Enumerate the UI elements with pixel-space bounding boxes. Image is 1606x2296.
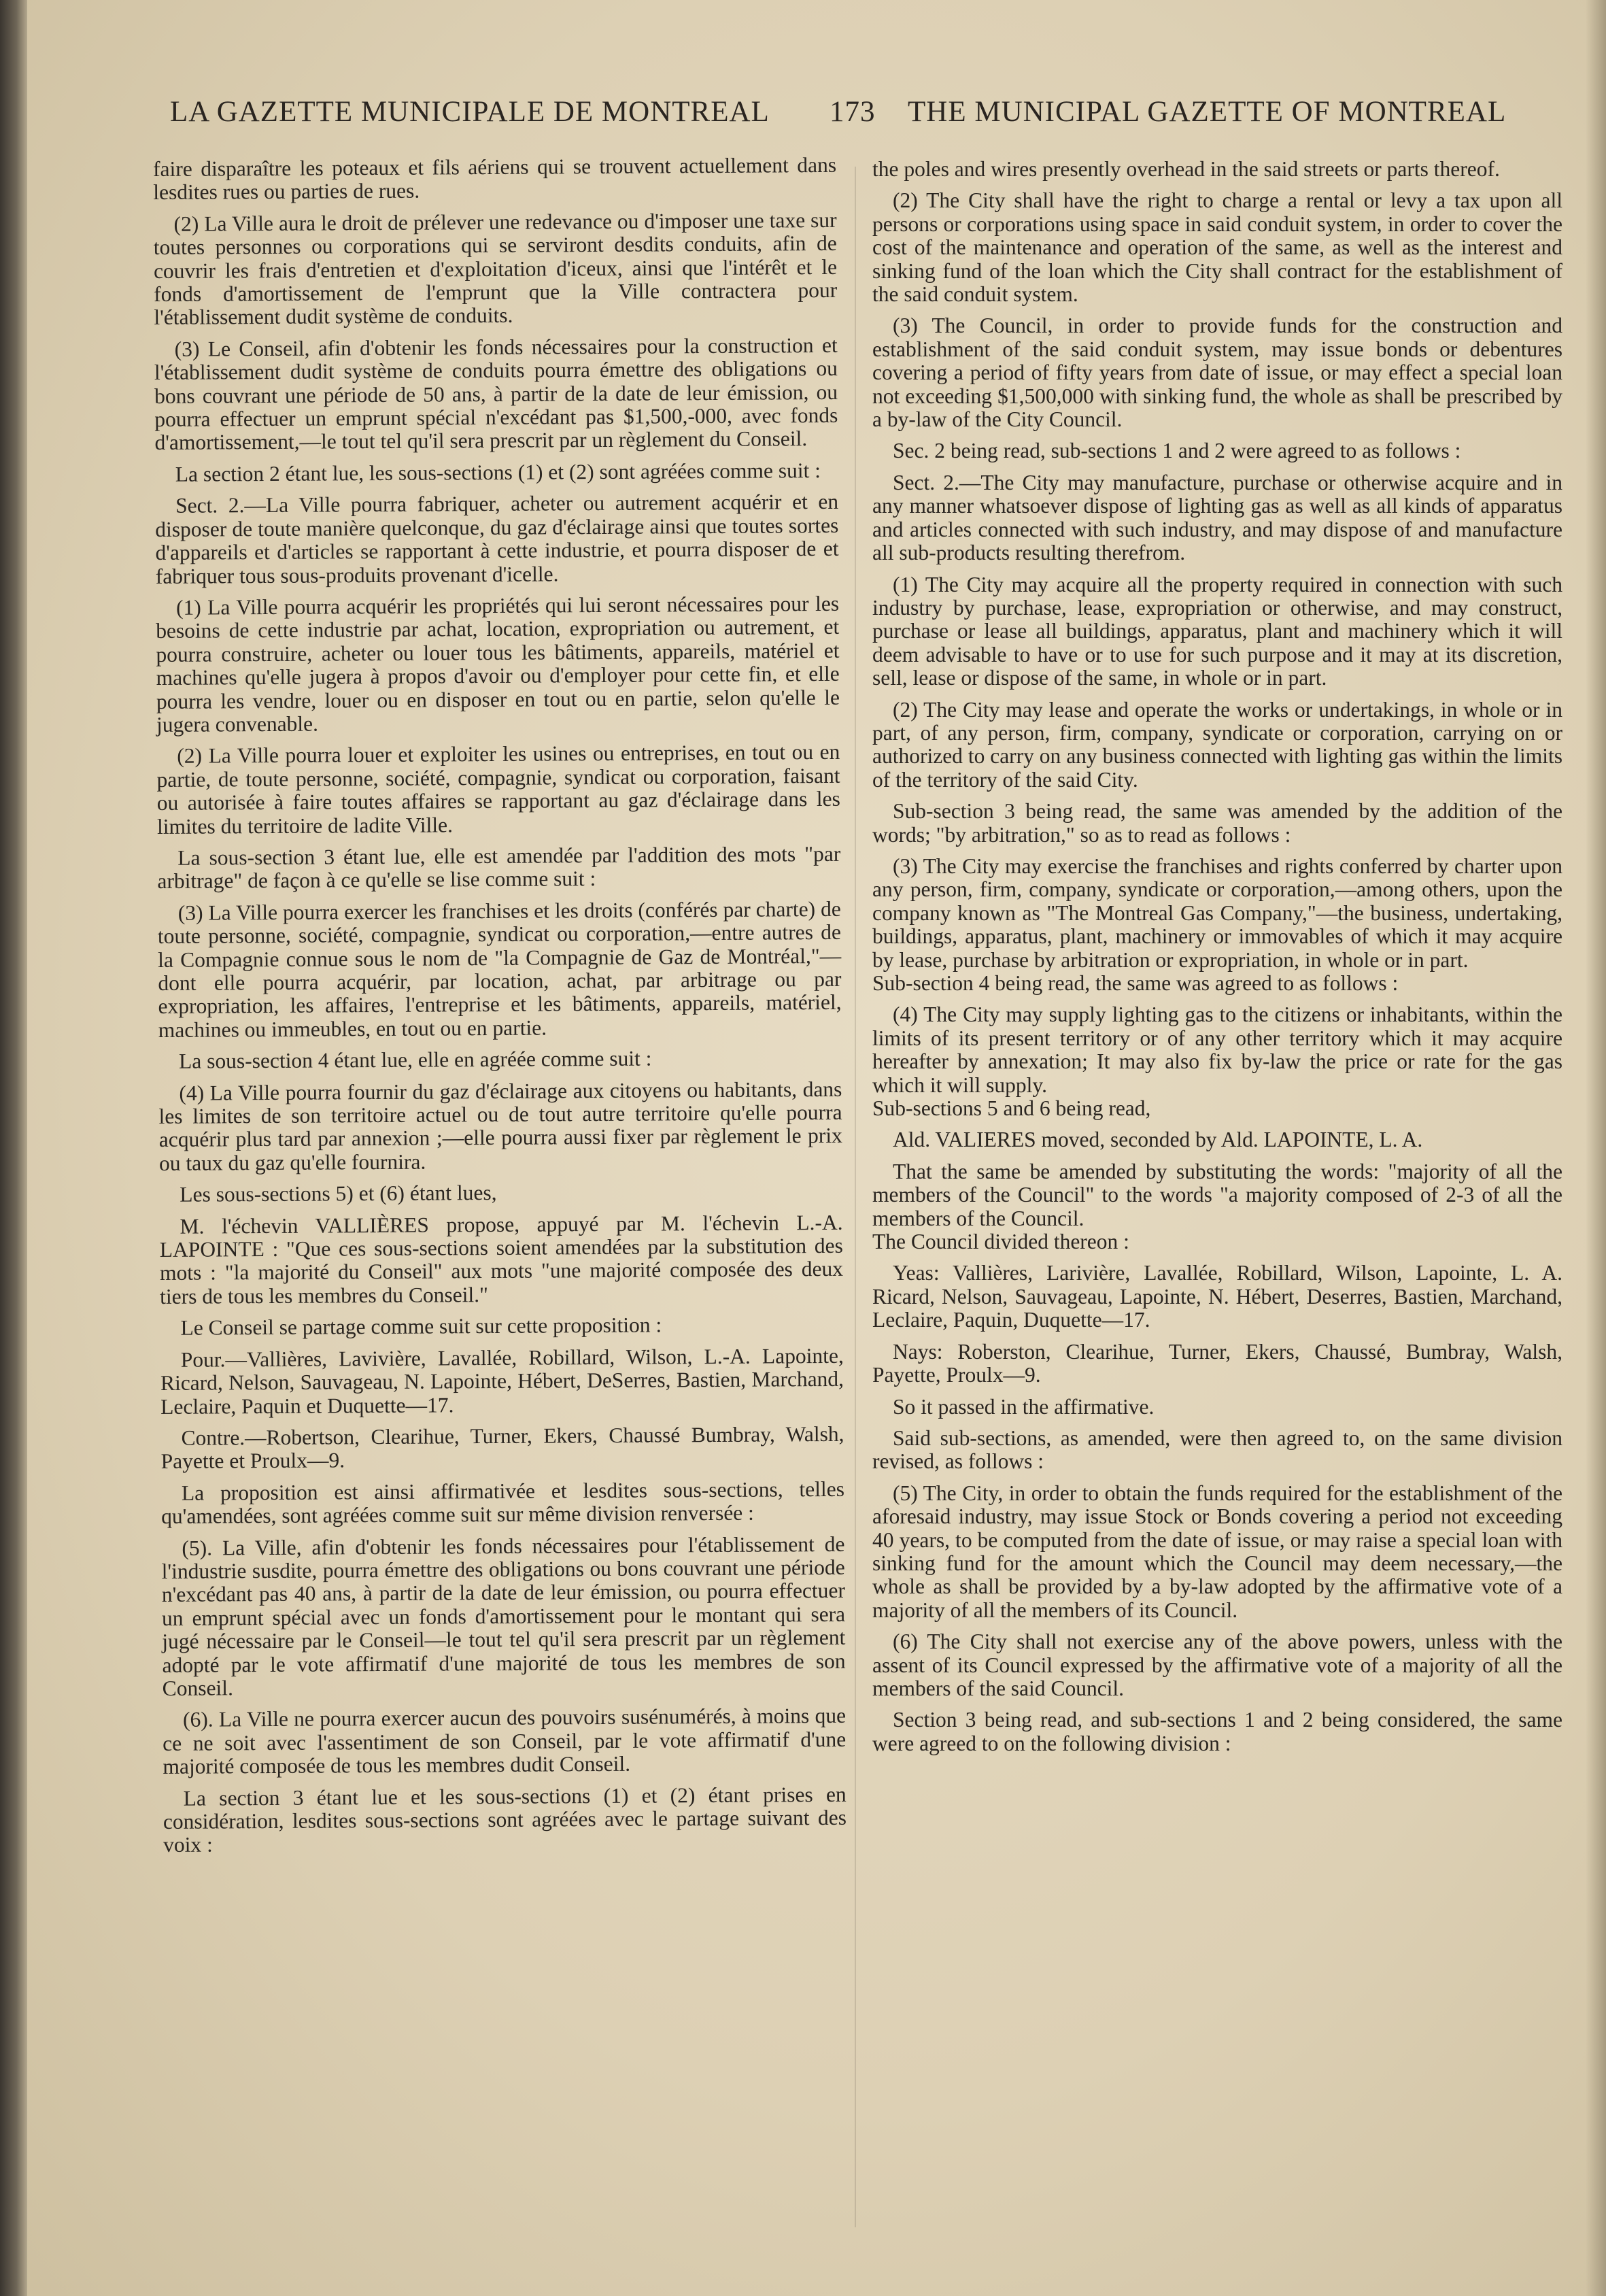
header-french-title: LA GAZETTE MUNICIPALE DE MONTREAL [170, 96, 770, 128]
french-paragraph: (6). La Ville ne pourra exercer aucun des pouvoirs susénumérés, à moins que ce ne soit avec l'assentiment de son Conseil, par le vote affirmatif d'une majorité composée de tous les membres dudit Conseil. [163, 1704, 847, 1779]
english-paragraph: Ald. VALIERES moved, seconded by Ald. LAPOINTE, L. A. [893, 1128, 1423, 1152]
english-paragraph: (4) The City may supply lighting gas to the citizens or inhabitants, within the limits of its present territory or of any other territory which it may acquire hereafter by annexation; It may also fix by-law the price or rate for the gas which it will supply. Sub-sections 5 and 6 being read, [872, 1002, 1562, 1121]
french-paragraph: (5). La Ville, afin d'obtenir les fonds nécessaires pour l'établissement de l'industrie susdite, pourra émettre des obligations ou bons couvrant une période n'excédant pas 40 ans, à partir de la date de leur émission, ou pourra effectuer un emprunt spécial avec un fonds d'amortissement pour le montant qui sera jugé nécessaire par le Conseil—le tout tel qu'il sera prescrit par un règlement adopté par le vote affirmatif d'une majorité de tous les membres de son Conseil. [161, 1532, 846, 1700]
french-paragraph: (3) Le Conseil, afin d'obtenir les fonds nécessaires pour la construction et l'établissement dudit système de conduits pourra émettre des obligations ou bons couvrant une période de 50 ans, à partir de la date de leur émission, ou pourra effectuer un emprunt spécial n'excédant pas $1,500,-000, avec fonds d'amortissement,—le tout tel qu'il sera prescrit par un règlement du Conseil. [154, 333, 838, 455]
english-paragraph: (1) The City may acquire all the property required in connection with such industry by purchase, lease, expropriation or otherwise, and may construct, purchase or lease all buildings, apparatus, plant and machinery which it will deem advisable to have or to use for such purpose and it may at its discretion, sell, lease or dispose of the same, in whole or in part. [872, 572, 1562, 690]
english-paragraph: Section 3 being read, and sub-sections 1 and 2 being considered, the same were agreed to on the following division : [872, 1708, 1562, 1755]
english-column [872, 158, 1562, 2266]
french-column [153, 154, 849, 2266]
french-paragraph: M. l'échevin VALLIÈRES propose, appuyé par M. l'échevin L.-A. LAPOINTE : "Que ces sous-sections soient amendées par la substitution des mots : "la majorité du Conseil" aux mots "une majorité composée des deux tiers de tous les membres du Conseil." [159, 1210, 844, 1309]
english-paragraph: (2) The City may lease and operate the works or undertakings, in whole or in part, of any person, firm, company, syndicate or corporation, carrying on or authorized to carry on any business connected with lighting gas within the limits of the territory of the said City. [872, 697, 1562, 792]
english-paragraph: (2) The City shall have the right to charge a rental or levy a tax upon all persons or corporations using space in said conduit system, in order to cover the cost of the maintenance and operation of the same, as well as the interest and sinking fund of the loan which the City shall contract for the establishment of the said conduit system. [872, 188, 1562, 307]
english-vote-nays: Nays: Roberston, Clearihue, Turner, Ekers, Chaussé, Bumbray, Walsh, Payette, Proulx—9. [872, 1339, 1562, 1387]
french-paragraph: La proposition est ainsi affirmativée et lesdites sous-sections, telles qu'amendées, sont agréées comme suit sur même division renversée : [161, 1476, 845, 1529]
english-paragraph: (3) The City may exercise the franchises and rights conferred by charter upon any person, firm, company, syndicate or corporation,—among others, upon the company known as "The Montreal Gas Company,"—the business, undertaking, buildings, apparatus, plant, machinery or immovables of which it may acquire by lease, purchase by arbitration or expropriation, in whole or in part. Sub-section 4 being read, the same was agreed to as follows : [872, 854, 1562, 995]
french-paragraph: Sect. 2.—La Ville pourra fabriquer, acheter ou autrement acquérir et en disposer de toute manière quelconque, du gaz d'éclairage ainsi que toutes sortes d'appareils et d'articles se rapportant à cette industrie, et pourra disposer de et fabriquer tous sous-produits provenant d'icelle. [155, 490, 839, 588]
english-paragraph: Sub-section 3 being read, the same was amended by the addition of the words; "by arbitration," so as to read as follows : [872, 799, 1562, 847]
page-edge-shadow [1586, 0, 1606, 2296]
french-paragraph: La section 3 étant lue et les sous-sections (1) et (2) étant prises en considération, lesdites sous-sections sont agréées avec le partage suivant des voix : [163, 1782, 847, 1857]
french-paragraph: (1) La Ville pourra acquérir les propriétés qui lui seront nécessaires pour les besoins de cette industrie par achat, location, expropriation ou autrement, et pourra construire, acheter ou louer tous les bâtiments, appareils, matériel et machines qu'elle jugera à propos d'avoir ou d'employer pour cette fin, et elle pourra les vendre, louer ou en disposer en tout ou en partie, selon qu'elle le jugera convenable. [156, 591, 840, 737]
french-paragraph: Les sous-sections 5) et (6) étant lues, [180, 1181, 497, 1207]
french-paragraph: La sous-section 4 étant lue, elle en agréée comme suit : [179, 1046, 652, 1074]
page-number: 173 [830, 96, 876, 128]
french-paragraph: Le Conseil se partage comme suit sur cette proposition : [180, 1313, 662, 1340]
english-paragraph: (5) The City, in order to obtain the funds required for the establishment of the aforesaid industry, may issue Stock or Bonds covering a period not exceeding 40 years, to be computed from the date of issue, or may raise a special loan with sinking fund for the amount which the Council may deem necessary,—the whole as shall be provided by a by-law adopted by the affirmative vote of a majority of all the members of its Council. [872, 1481, 1562, 1622]
header-english-title: THE MUNICIPAL GAZETTE OF MONTREAL [908, 96, 1507, 128]
english-paragraph: That the same be amended by substituting the words: "majority of all the members of the Council" to the words "a majority composed of 2-3 of all the members of the Council. The Council divided thereon : [872, 1159, 1562, 1254]
french-paragraph: (3) La Ville pourra exercer les franchises et les droits (conférés par charte) de toute personne, société, compagnie, syndicat ou corporation,—entre autres de la Compagnie connue sous le nom de "la Compagnie de Gaz de Montréal,"—dont elle pourra acquérir, par location, achat, par arbitrage ou par expropriation, les affaires, l'entreprise et les bâtiments, appareils, matériel, machines ou immeubles, en tout ou en partie. [157, 896, 842, 1042]
french-paragraph: (2) La Ville aura le droit de prélever une redevance ou d'imposer une taxe sur toutes personnes ou corporations qui se serviront desdits conduits, afin de couvrir les frais d'entretien et d'exploitation d'iceux, ainsi que l'intérêt et le fonds d'amortissement de l'emprunt que la Ville contractera pour l'établissement dudit système de conduits. [153, 207, 838, 330]
book-binding-edge [0, 0, 27, 2296]
french-paragraph: (2) La Ville pourra louer et exploiter les usines ou entreprises, en tout ou en partie, de toute personne, société, compagnie, syndicat ou corporation, faisant ou autorisée à faire toutes affaires se rapportant au gaz d'éclairage dans les limites du territoire de ladite Ville. [156, 740, 840, 839]
french-paragraph: La sous-section 3 étant lue, elle est amendée par l'addition des mots "par arbitrage" de façon à ce qu'elle se lise comme suit : [157, 841, 841, 894]
french-vote-for: Pour.—Vallières, Lavivière, Lavallée, Robillard, Wilson, L.-A. Lapointe, Ricard, Nelson, Sauvageau, N. Lapointe, Hébert, DeSerres, Bastien, Marchand, Leclaire, Paquin et Duquette—17. [160, 1343, 844, 1419]
running-header [170, 95, 1557, 136]
english-vote-yeas: Yeas: Vallières, Larivière, Lavallée, Robillard, Wilson, Lapointe, L. A. Ricard, Nelson, Sauvageau, Lapointe, N. Hébert, Deserres, Bastien, Marchand, Leclaire, Paquin, Duquette—17. [872, 1261, 1562, 1332]
english-paragraph: the poles and wires presently overhead in the said streets or parts thereof. [872, 157, 1500, 181]
english-paragraph: So it passed in the affirmative. [893, 1394, 1155, 1419]
english-paragraph: Sect. 2.—The City may manufacture, purchase or otherwise acquire and in any manner whatsoever dispose of lighting gas as well as all kinds of apparatus and articles connected with such industry, and may dispose of and manufacture all sub-products resulting therefrom. [872, 470, 1562, 565]
french-paragraph: La section 2 étant lue, les sous-sections (1) et (2) sont agréées comme suit : [175, 458, 821, 486]
english-paragraph: (6) The City shall not exercise any of the above powers, unless with the assent of its Council expressed by the affirmative vote of a majority of all the members of the said Council. [872, 1630, 1562, 1700]
english-paragraph: Sec. 2 being read, sub-sections 1 and 2 were agreed to as follows : [893, 439, 1461, 463]
french-vote-against: Contre.—Robertson, Clearihue, Turner, Ekers, Chaussé Bumbray, Walsh, Payette et Proulx—9. [160, 1421, 844, 1474]
english-paragraph: (3) The Council, in order to provide funds for the construction and establishment of the said conduit system, may issue bonds or debentures covering a period of fifty years from date of issue, or may effect a special loan not exceeding $1,500,000 with sinking fund, the whole as shall be prescribed by a by-law of the City Council. [872, 314, 1562, 432]
french-paragraph: faire disparaître les poteaux et fils aériens qui se trouvent actuellement dans lesdites rues ou parties de rues. [152, 152, 837, 205]
french-paragraph: (4) La Ville pourra fournir du gaz d'éclairage aux citoyens ou habitants, dans les limites de son territoire actuel ou de tout autre territoire qu'elle pourra acquérir plus tard par annexion ;—elle pourra aussi fixer par règlement le prix ou taux du gaz qu'elle fournira. [158, 1077, 842, 1175]
column-divider [855, 167, 856, 2227]
english-paragraph: Said sub-sections, as amended, were then agreed to, on the same division revised, as follows : [872, 1425, 1562, 1474]
